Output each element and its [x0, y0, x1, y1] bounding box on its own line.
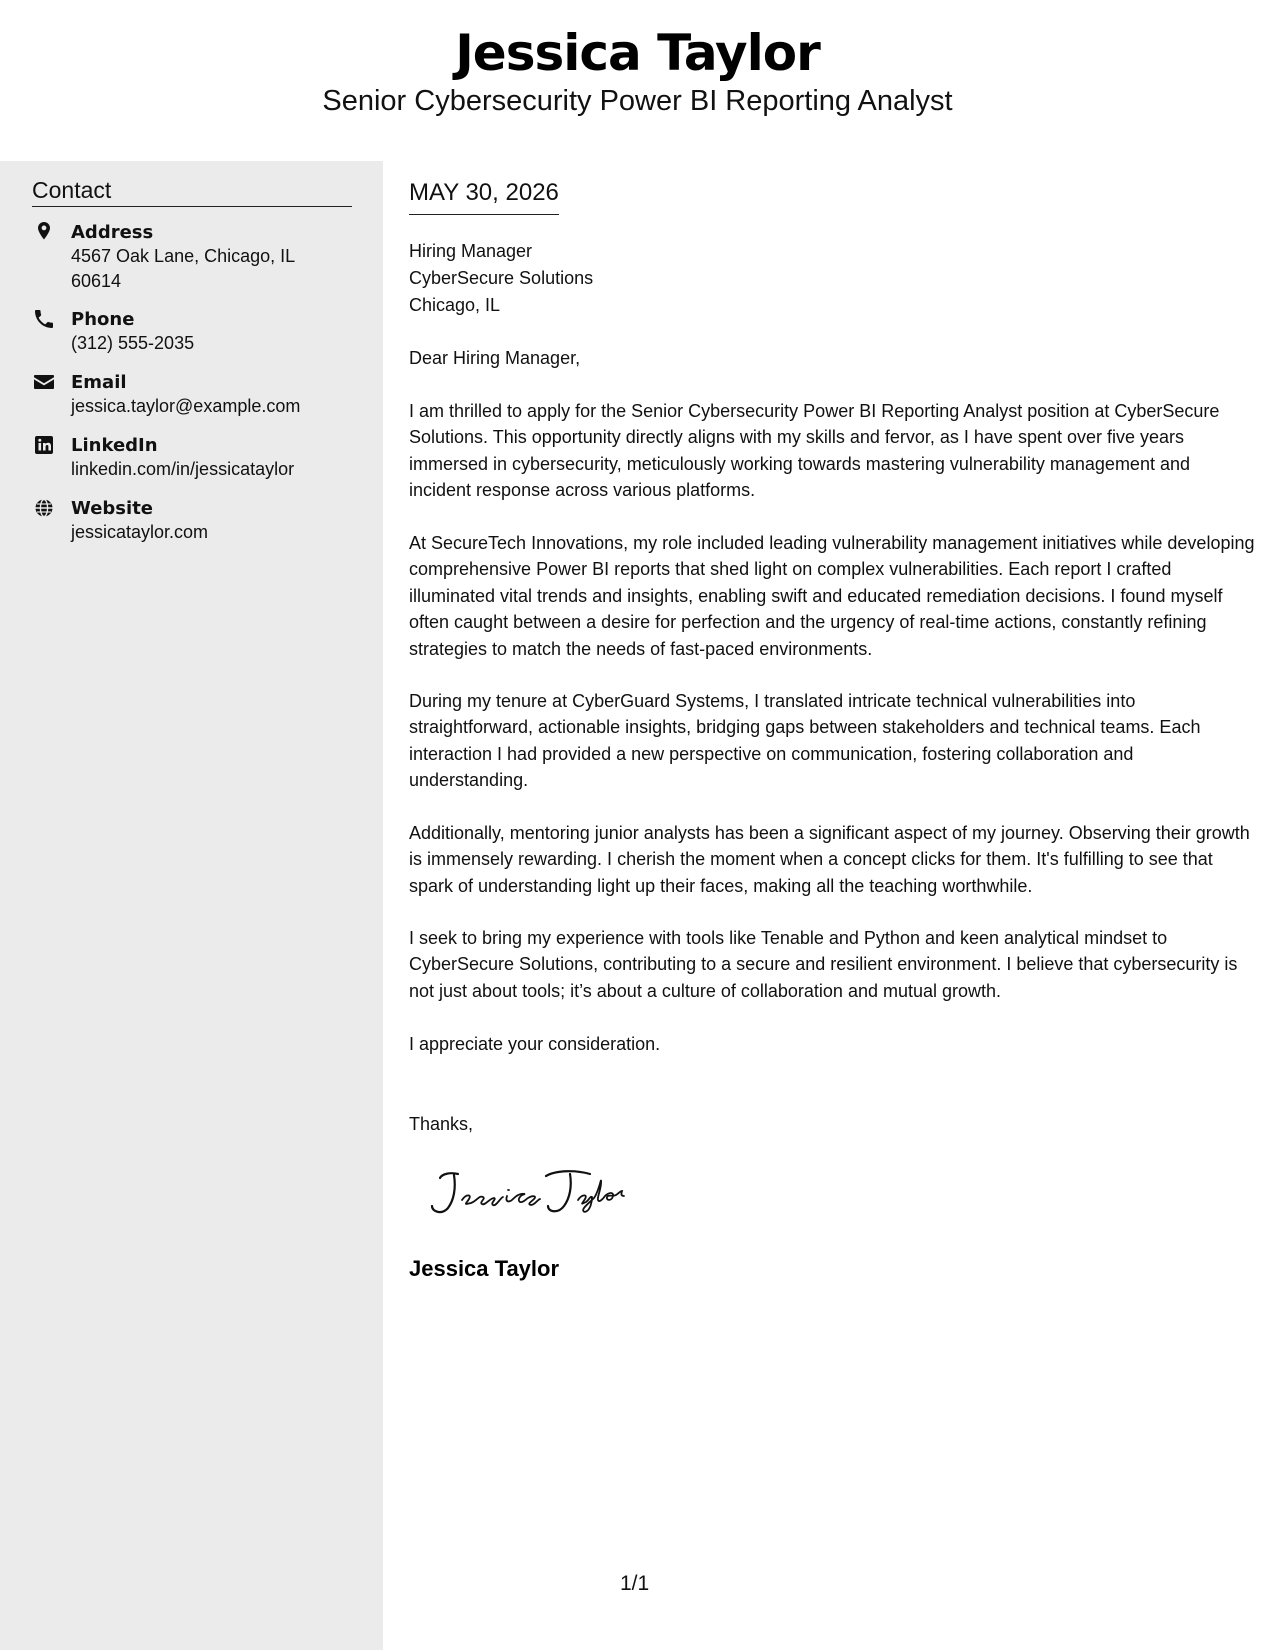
paragraph: I appreciate your consideration. [409, 1034, 661, 1054]
signer-name: Jessica Taylor [409, 1256, 560, 1281]
phone-value: (312) 555-2035 [71, 333, 195, 353]
globe-icon [32, 496, 56, 520]
candidate-name: Jessica Taylor [455, 24, 820, 82]
email-value: jessica.taylor@example.com [71, 396, 301, 416]
recipient-line: CyberSecure Solutions [409, 268, 594, 288]
recipient-line: Chicago, IL [409, 295, 501, 315]
email-label: Email [71, 372, 127, 393]
address-value: 4567 Oak Lane, Chicago, IL 60614 [71, 246, 295, 291]
paragraph: I seek to bring my experience with tools like Tenable and Python and keen analytical mindset to CyberSecure Solutions, contributing to a secure and resilient environment. I believe that cybersecurity is not just about tools; it’s about a culture of collaboration and mutual growth. [409, 928, 1238, 1001]
job-title: Senior Cybersecurity Power BI Reporting Analyst [322, 85, 953, 117]
linkedin-value: linkedin.com/in/jessicataylor [71, 459, 295, 479]
linkedin-label: LinkedIn [71, 435, 158, 456]
closing: Thanks, [409, 1114, 474, 1134]
paragraph: During my tenure at CyberGuard Systems, I translated intricate technical vulnerabilities into straightforward, actionable insights, bridging gaps between stakeholders and technical teams. Each interaction I had provided a new perspective on communication, fostering collaboration and understanding. [409, 691, 1201, 791]
recipient-block [409, 238, 593, 319]
phone-icon [32, 307, 56, 331]
paragraph: I am thrilled to apply for the Senior Cybersecurity Power BI Reporting Analyst position at CyberSecure Solutions. This opportunity directly aligns with my skills and fervor, as I have spent over five years immersed in cybersecurity, meticulously working towards mastering vulnerability management and incident response across various platforms. [409, 401, 1220, 501]
website-label: Website [71, 498, 154, 519]
letter-date: MAY 30, 2026 [409, 177, 559, 215]
map-pin-icon [32, 220, 56, 244]
envelope-icon [32, 370, 56, 394]
paragraph: At SecureTech Innovations, my role included leading vulnerability management initiatives while developing comprehensive Power BI reports that shed light on complex vulnerabilities. Each report I crafted illuminated vital trends and insights, enabling swift and educated remediation decisions. I found myself often caught between a desire for perfection and the urgency of real-time actions, constantly refining strategies to match the needs of fast-paced environments. [409, 533, 1255, 659]
address-label: Address [71, 222, 154, 243]
paragraph: Additionally, mentoring junior analysts has been a significant aspect of my journey. Observing their growth is immensely rewarding. I cherish the moment when a concept clicks for them. It's fulfilling to see that spark of understanding light up their faces, making all the teaching worthwhile. [409, 823, 1250, 896]
phone-label: Phone [71, 309, 135, 330]
handwritten-signature [420, 1162, 660, 1222]
header [0, 0, 1275, 160]
sidebar [0, 161, 383, 1650]
linkedin-icon [32, 433, 56, 457]
contact-heading: Contact [32, 175, 352, 207]
website-value: jessicataylor.com [71, 522, 209, 542]
page-number: 1/1 [620, 1572, 650, 1595]
salutation: Dear Hiring Manager, [409, 348, 581, 368]
recipient-line: Hiring Manager [409, 241, 533, 261]
